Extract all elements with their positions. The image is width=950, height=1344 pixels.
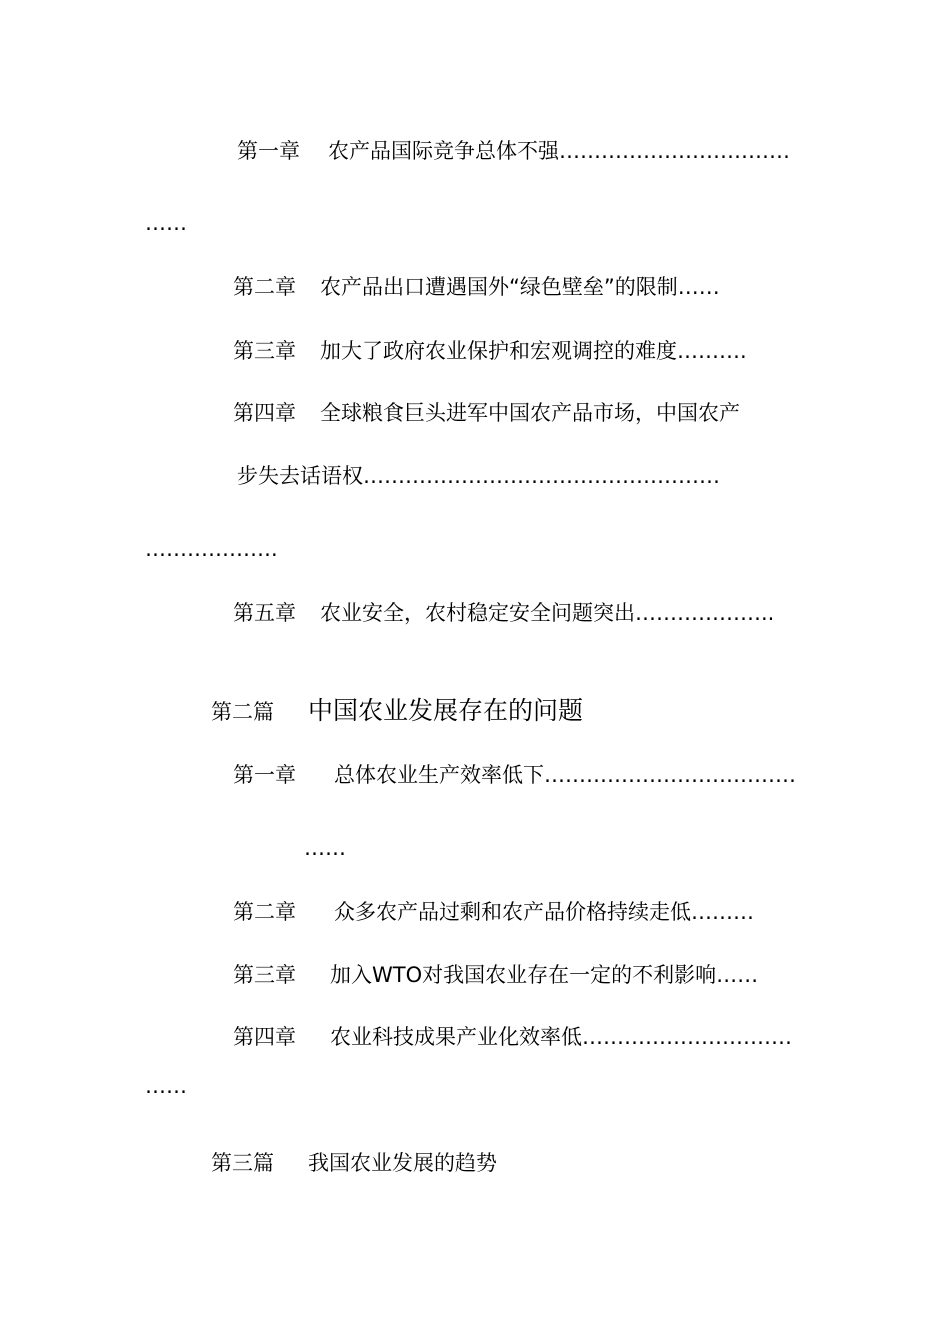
dot-leader: …… <box>677 275 720 299</box>
toc-entry-p1-ch3[interactable] <box>233 337 747 365</box>
chapter-number: 第五章 <box>233 601 296 625</box>
chapter-number: 第三章 <box>233 963 296 987</box>
dot-leader-wrap: …… <box>304 836 346 860</box>
dot-leader: …………………………… <box>559 139 790 163</box>
toc-part-3[interactable] <box>211 1149 497 1177</box>
chapter-title: 农产品出口遭遇国外“绿色壁垒”的限制 <box>320 275 678 299</box>
chapter-title-cont: 步失去话语权 <box>237 464 363 488</box>
toc-entry-p1-ch1[interactable] <box>237 137 790 165</box>
toc-entry-p1-ch2[interactable] <box>233 273 720 301</box>
chapter-number: 第二章 <box>233 900 296 924</box>
toc-entry-p1-ch5[interactable] <box>233 599 774 627</box>
toc-entry-p2-ch3[interactable] <box>233 961 758 989</box>
dot-leader: …………………………………………… <box>363 464 720 488</box>
dot-leader: ……………………………… <box>544 763 796 787</box>
toc-part-2[interactable] <box>211 697 583 726</box>
dot-leader-wrap: ………………. <box>145 537 278 561</box>
chapter-number: 第一章 <box>237 139 300 163</box>
dot-leader: ……… <box>691 900 754 924</box>
chapter-number: 第一章 <box>233 763 296 787</box>
toc-entry-p2-ch4[interactable] <box>233 1023 792 1051</box>
part-number: 第二篇 <box>211 700 274 724</box>
chapter-title: 农产品国际竞争总体不强 <box>328 139 559 163</box>
chapter-title: 加大了政府农业保护和宏观调控的难度 <box>320 339 677 363</box>
dot-leader: ………. <box>677 339 747 363</box>
toc-entry-p2-ch1-wrap <box>304 834 346 862</box>
toc-entry-p1-ch1-wrap <box>145 209 187 237</box>
chapter-number: 第四章 <box>233 1025 296 1049</box>
chapter-title: 总体农业生产效率低下 <box>334 763 544 787</box>
toc-entry-p2-ch2[interactable] <box>233 898 754 926</box>
chapter-title: 众多农产品过剩和农产品价格持续走低 <box>334 900 691 924</box>
toc-entry-p2-ch1[interactable] <box>233 761 796 789</box>
part-title: 中国农业发展存在的问题 <box>308 696 584 725</box>
dot-leader: ………………………… <box>582 1025 792 1049</box>
chapter-title: 农业科技成果产业化效率低 <box>330 1025 582 1049</box>
toc-entry-p2-ch4-wrap <box>145 1072 187 1100</box>
chapter-number: 第四章 <box>233 401 296 425</box>
dot-leader-wrap: …… <box>145 1074 187 1098</box>
toc-entry-p1-ch4[interactable] <box>233 399 740 427</box>
chapter-title: 农业安全，农村稳定安全问题突出 <box>320 601 635 625</box>
part-number: 第三篇 <box>211 1151 274 1175</box>
dot-leader-wrap: …… <box>145 211 187 235</box>
dot-leader: …… <box>716 963 759 987</box>
toc-entry-p1-ch4-cont[interactable] <box>237 462 720 490</box>
chapter-title: 加入WTO对我国农业存在一定的不利影响 <box>330 963 717 987</box>
chapter-number: 第二章 <box>233 275 296 299</box>
part-title: 我国农业发展的趋势 <box>308 1151 497 1175</box>
chapter-title: 全球粮食巨头进军中国农产品市场，中国农产 <box>320 401 740 425</box>
dot-leader: ……………….. <box>635 601 775 625</box>
chapter-number: 第三章 <box>233 339 296 363</box>
toc-entry-p1-ch4-wrap <box>145 535 278 563</box>
